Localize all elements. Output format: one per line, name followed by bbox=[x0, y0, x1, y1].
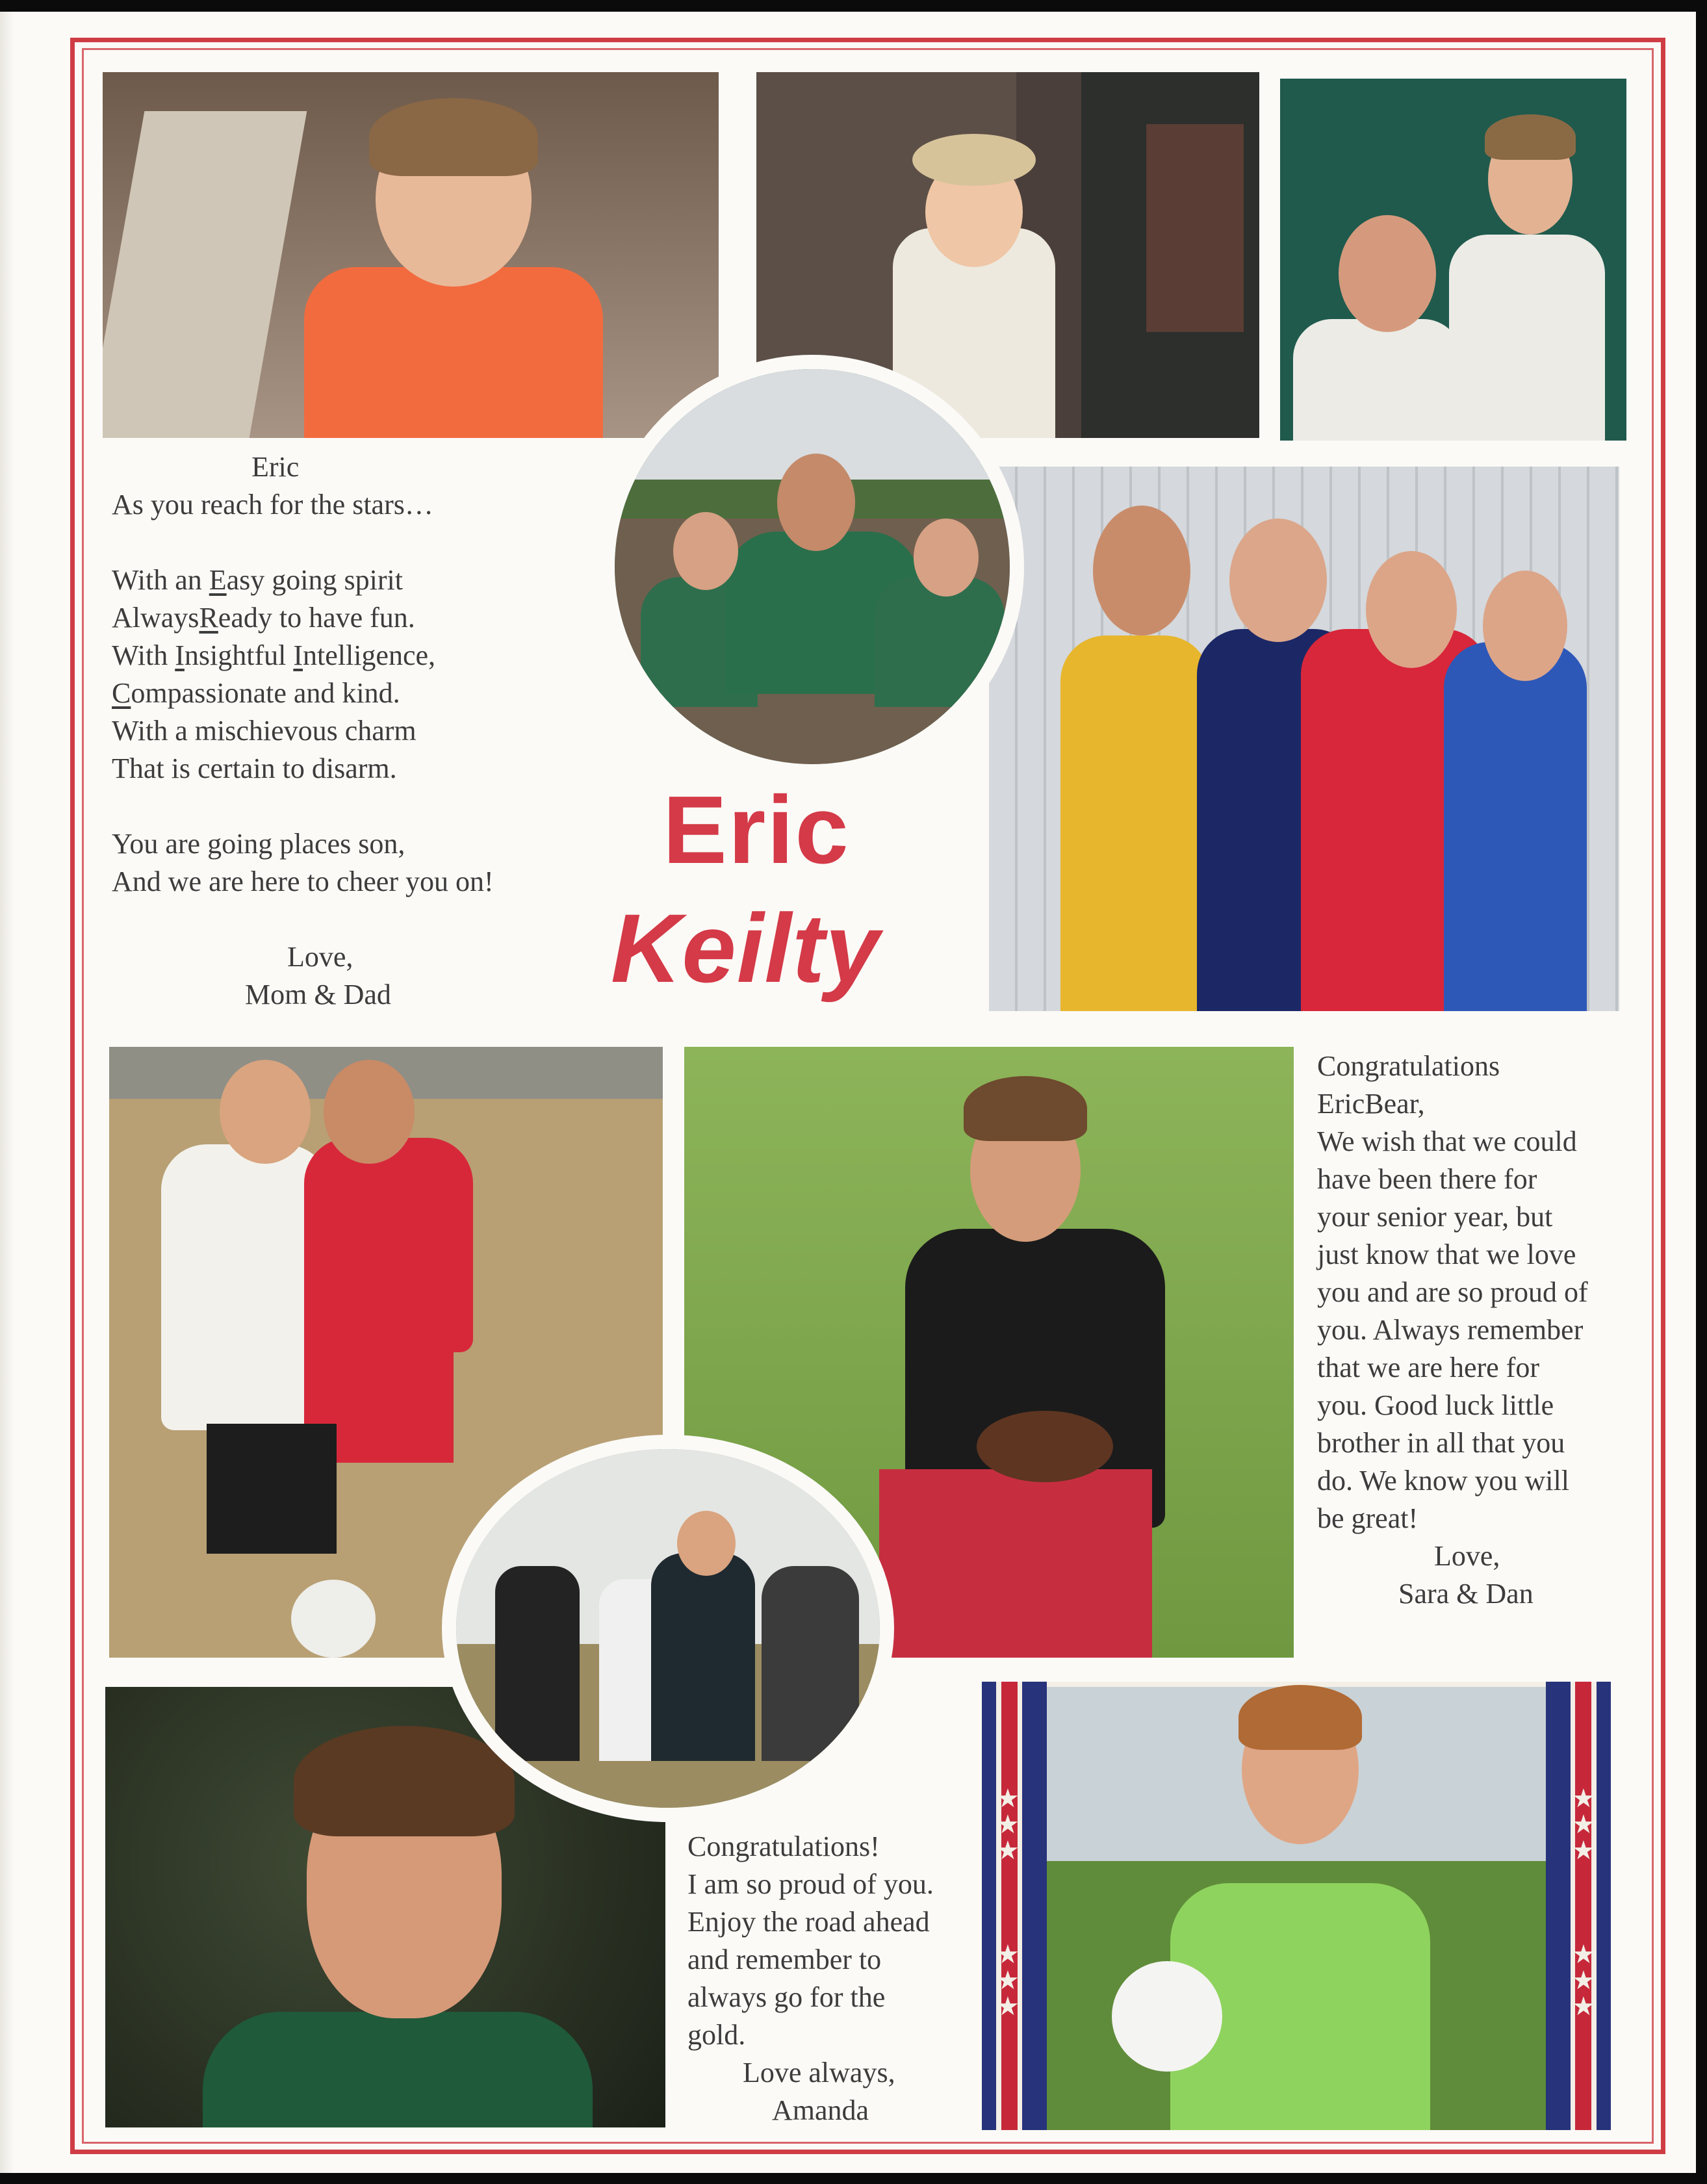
star-icon: ★ bbox=[996, 1940, 1020, 1969]
message-line: you and are so proud of bbox=[1317, 1276, 1588, 1308]
message-line: you. Always remember bbox=[1317, 1314, 1584, 1346]
message-signature: Amanda bbox=[772, 2094, 869, 2126]
page-spine bbox=[0, 12, 14, 2173]
star-icon: ★ bbox=[1572, 1992, 1595, 2021]
poem-line: AlwaysReady to have fun. bbox=[112, 602, 415, 634]
star-icon: ★ bbox=[996, 1784, 1020, 1813]
friend-message bbox=[687, 1828, 986, 2129]
message-line: Enjoy the road ahead bbox=[687, 1906, 930, 1938]
message-line: be great! bbox=[1317, 1502, 1418, 1534]
poem-line: Compassionate and kind. bbox=[112, 677, 400, 709]
poem-line: With a mischievous charm bbox=[112, 715, 417, 747]
message-intro: As you reach for the stars… bbox=[112, 489, 433, 520]
message-line: have been there for bbox=[1317, 1163, 1537, 1195]
message-signature: Sara & Dan bbox=[1398, 1578, 1534, 1610]
message-signoff: Love, bbox=[287, 941, 353, 973]
message-line: We wish that we could bbox=[1317, 1125, 1577, 1157]
star-icon: ★ bbox=[1572, 1836, 1595, 1865]
parents-message bbox=[112, 448, 567, 1014]
message-line: your senior year, but bbox=[1317, 1201, 1553, 1233]
poem-line: With Insightful Intelligence, bbox=[112, 639, 435, 671]
message-line: you. Good luck little bbox=[1317, 1389, 1554, 1421]
message-line: Congratulations bbox=[1317, 1050, 1500, 1082]
message-signoff: Love, bbox=[1434, 1540, 1500, 1572]
message-line: always go for the bbox=[687, 1981, 886, 2013]
siblings-message bbox=[1317, 1047, 1642, 1613]
student-first-name: Eric bbox=[663, 777, 850, 884]
poem-line: With an Easy going spirit bbox=[112, 564, 403, 596]
message-line: do. We know you will bbox=[1317, 1465, 1569, 1497]
message-signature: Mom & Dad bbox=[245, 979, 391, 1010]
photo-family-hug bbox=[989, 467, 1619, 1011]
closing-line: And we are here to cheer you on! bbox=[112, 866, 494, 897]
message-signoff: Love always, bbox=[743, 2057, 895, 2088]
message-line: I am so proud of you. bbox=[687, 1868, 934, 1900]
closing-line: You are going places son, bbox=[112, 828, 405, 860]
message-line: brother in all that you bbox=[1317, 1427, 1565, 1459]
message-heading: Eric bbox=[251, 451, 300, 483]
photo-lake-circle bbox=[600, 355, 1024, 778]
message-line: EricBear, bbox=[1317, 1088, 1425, 1120]
star-icon: ★ bbox=[996, 1810, 1020, 1839]
poem-line: That is certain to disarm. bbox=[112, 752, 397, 784]
star-icon: ★ bbox=[996, 1966, 1020, 1995]
star-icon: ★ bbox=[996, 1992, 1020, 2021]
message-line: gold. bbox=[687, 2019, 746, 2051]
student-last-name: Keilty bbox=[611, 893, 880, 1003]
star-icon: ★ bbox=[1572, 1784, 1595, 1813]
star-icon: ★ bbox=[996, 1836, 1020, 1865]
star-icon: ★ bbox=[1572, 1810, 1595, 1839]
photo-father-son bbox=[1280, 79, 1626, 441]
yearbook-page bbox=[0, 12, 1696, 2173]
message-line: and remember to bbox=[687, 1944, 882, 1975]
photo-team-circle bbox=[442, 1435, 894, 1822]
message-line: just know that we love bbox=[1317, 1239, 1576, 1270]
message-line: Congratulations! bbox=[687, 1831, 880, 1862]
photo-youth-soccer bbox=[982, 1682, 1611, 2130]
star-icon: ★ bbox=[1572, 1966, 1595, 1995]
star-icon: ★ bbox=[1572, 1940, 1595, 1969]
message-line: that we are here for bbox=[1317, 1352, 1540, 1383]
